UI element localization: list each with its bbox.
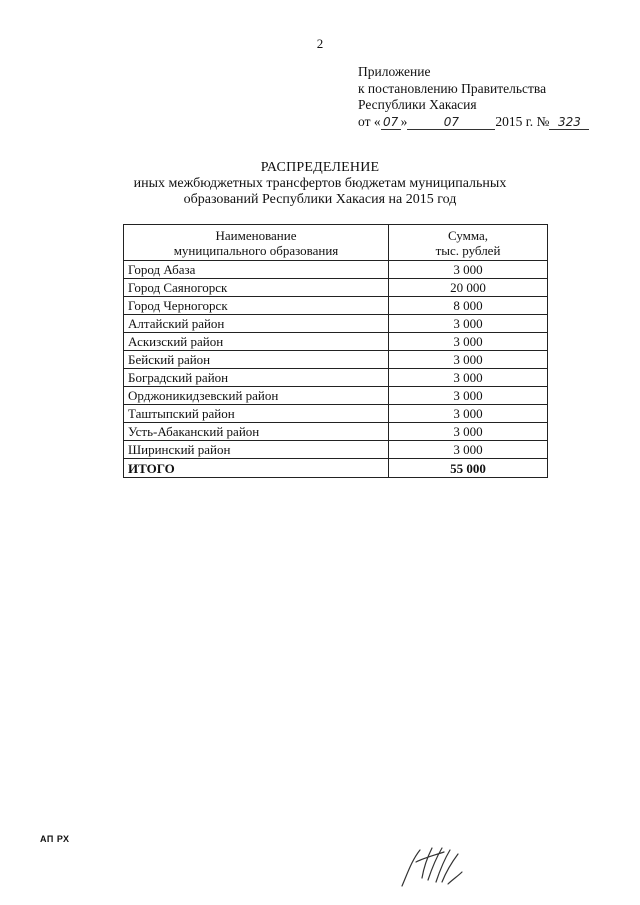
row-amount: 3 000 — [389, 315, 548, 333]
row-name: Город Абаза — [124, 261, 389, 279]
table-header-row — [124, 225, 548, 261]
table-row — [124, 279, 548, 297]
row-amount: 20 000 — [389, 279, 548, 297]
table-row — [124, 333, 548, 351]
header-name — [124, 225, 389, 261]
header-amount-line1: Сумма, — [447, 228, 489, 243]
table-row — [124, 423, 548, 441]
date-day: 07 — [381, 116, 401, 130]
row-name: Город Черногорск — [124, 297, 389, 315]
date-mid: » — [400, 113, 408, 129]
distribution-table — [123, 224, 548, 478]
row-name: Аскизский район — [124, 333, 389, 351]
appendix-date-line — [358, 114, 589, 131]
table-row — [124, 315, 548, 333]
document-subtitle-2: образований Республики Хакасия на 2015 год — [183, 192, 457, 207]
table-row — [124, 387, 548, 405]
row-name: Орджоникидзевский район — [124, 387, 389, 405]
page-number: 2 — [316, 36, 324, 51]
table-total-row — [124, 459, 548, 478]
table-row — [124, 369, 548, 387]
header-amount-line2: тыс. рублей — [435, 243, 501, 258]
row-name: Таштыпский район — [124, 405, 389, 423]
row-amount: 3 000 — [389, 423, 548, 441]
document-subtitle-1: иных межбюджетных трансфертов бюджетам муниципальных — [133, 176, 507, 191]
table-row — [124, 297, 548, 315]
document-heading — [0, 160, 640, 208]
row-name: Алтайский район — [124, 315, 389, 333]
footer-mark: АП РХ — [40, 834, 70, 844]
row-amount: 3 000 — [389, 387, 548, 405]
total-label: ИТОГО — [124, 459, 389, 478]
document-title: РАСПРЕДЕЛЕНИЕ — [260, 160, 380, 175]
table-row — [124, 351, 548, 369]
row-name: Ширинский район — [124, 441, 389, 459]
row-amount: 3 000 — [389, 369, 548, 387]
row-amount: 3 000 — [389, 405, 548, 423]
row-amount: 3 000 — [389, 333, 548, 351]
date-prefix: от « — [358, 113, 381, 129]
row-amount: 3 000 — [389, 351, 548, 369]
signature-image — [398, 842, 466, 890]
date-year: 2015 г. № — [495, 113, 550, 129]
doc-number: 323 — [549, 116, 589, 130]
total-amount: 55 000 — [389, 459, 548, 478]
appendix-line2: к постановлению Правительства — [358, 80, 547, 96]
appendix-line1: Приложение — [358, 64, 431, 79]
header-name-line1: Наименование — [215, 228, 297, 243]
row-name: Боградский район — [124, 369, 389, 387]
appendix-block — [358, 64, 589, 130]
table-row — [124, 441, 548, 459]
row-name: Город Саяногорск — [124, 279, 389, 297]
row-amount: 8 000 — [389, 297, 548, 315]
date-month: 07 — [407, 116, 495, 130]
row-amount: 3 000 — [389, 441, 548, 459]
row-name: Бейский район — [124, 351, 389, 369]
row-name: Усть-Абаканский район — [124, 423, 389, 441]
table-row — [124, 405, 548, 423]
appendix-line3: Республики Хакасия — [358, 97, 477, 112]
row-amount: 3 000 — [389, 261, 548, 279]
header-name-line2: муниципального образования — [173, 243, 339, 258]
header-amount — [389, 225, 548, 261]
table-row — [124, 261, 548, 279]
